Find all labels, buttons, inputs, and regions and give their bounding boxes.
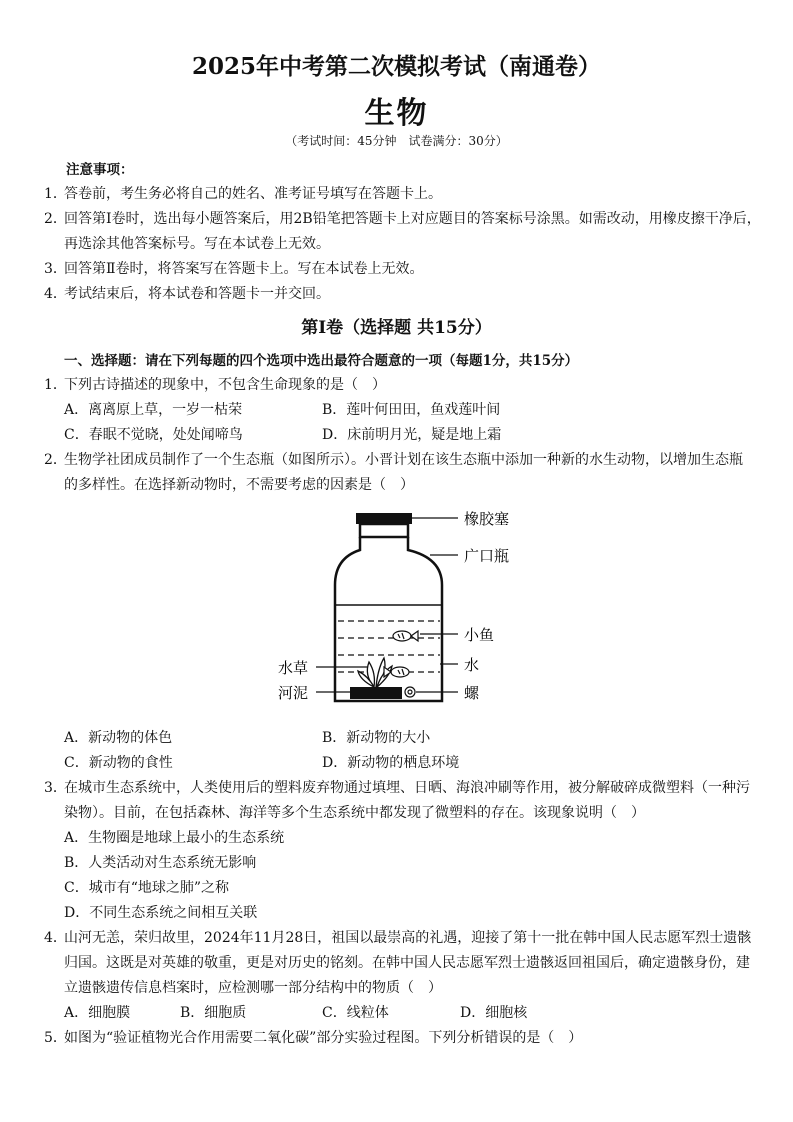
option-a: A．生物圈是地球上最小的生态系统 <box>64 830 285 846</box>
option-c: C．新动物的食性 <box>64 755 173 771</box>
option-a: A．细胞膜 <box>64 1005 131 1021</box>
snail-icon <box>405 687 415 697</box>
option-b: B．人类活动对生态系统无影响 <box>64 855 257 871</box>
question-text: 山河无恙，荣归故里，2024年11月28日，祖国以最崇高的礼遇，迎接了第十一批在韩中国人民志愿军烈士遗骸 <box>64 930 752 946</box>
note-text: 答卷前，考生务必将自己的姓名、准考证号填写在答题卡上。 <box>64 186 442 202</box>
option-d: D．细胞核 <box>460 1005 528 1021</box>
option-a: A．新动物的体色 <box>64 730 173 746</box>
label-water-weed: 水草 <box>278 659 309 677</box>
question-text: 在城市生态系统中，人类使用后的塑料废弃物通过填埋、日晒、海浪冲刷等作用，被分解破碎成微塑料（一种污 <box>64 780 750 796</box>
rubber-stopper <box>356 513 412 524</box>
note-number: 4． <box>44 286 67 302</box>
notes-heading: 注意事项： <box>66 162 134 178</box>
label-small-fish: 小鱼 <box>464 626 495 644</box>
subject-title: 生物 <box>364 96 429 131</box>
note-text: 考试结束后，将本试卷和答题卡一并交回。 <box>64 286 330 302</box>
label-rubber-stopper: 橡胶塞 <box>464 510 510 528</box>
question-text: 归国。这既是对英雄的敬重，更是对历史的铭刻。在韩中国人民志愿军烈士遗骸返回祖国后，确定遗骸身份，建 <box>64 955 750 971</box>
question-text: 下列古诗描述的现象中，不包含生命现象的是（ ） <box>64 377 386 393</box>
small-fish-icon <box>393 631 418 641</box>
section-title: 第Ⅰ卷（选择题 共15分） <box>301 318 492 338</box>
river-mud <box>350 687 402 699</box>
note-text: 再选涂其他答案标号。写在本试卷上无效。 <box>64 236 330 252</box>
question-text: 的多样性。在选择新动物时，不需要考虑的因素是（ ） <box>64 477 414 493</box>
question-number: 3． <box>44 780 67 796</box>
exam-meta: （考试时间：45分钟 试卷满分：30分） <box>285 134 508 148</box>
jar-outline <box>335 537 442 701</box>
question-number: 4． <box>44 930 67 946</box>
question-number: 2． <box>44 452 67 468</box>
note-text: 回答第Ⅱ卷时，将答案写在答题卡上。写在本试卷上无效。 <box>64 261 424 277</box>
question-text: 如图为“验证植物光合作用需要二氧化碳”部分实验过程图。下列分析错误的是（ ） <box>64 1030 583 1046</box>
note-number: 2． <box>44 211 67 227</box>
option-b: B．新动物的大小 <box>322 730 431 746</box>
label-water: 水 <box>464 656 480 674</box>
question-text: 染物）。目前，在包括森林、海洋等多个生态系统中都发现了微塑料的存在。该现象说明（ ） <box>64 805 645 821</box>
ecosystem-bottle-figure <box>270 500 530 715</box>
part-heading: 一、选择题：请在下列每题的四个选项中选出最符合题意的一项（每题1分，共15分） <box>64 353 579 369</box>
note-number: 3． <box>44 261 67 277</box>
option-c: C．线粒体 <box>322 1005 389 1021</box>
question-text: 生物学社团成员制作了一个生态瓶（如图所示）。小晋计划在该生态瓶中添加一种新的水生动物，以增加生态瓶 <box>64 452 743 468</box>
option-b: B．细胞质 <box>180 1005 247 1021</box>
label-wide-jar: 广口瓶 <box>464 547 510 565</box>
question-number: 5． <box>44 1030 67 1046</box>
exam-title: 2025年中考第二次模拟考试（南通卷） <box>191 53 601 80</box>
option-b: B．莲叶何田田，鱼戏莲叶间 <box>322 402 501 418</box>
label-river-mud: 河泥 <box>278 684 309 702</box>
option-d: D．床前明月光，疑是地上霜 <box>322 427 502 443</box>
question-number: 1． <box>44 377 67 393</box>
note-number: 1． <box>44 186 67 202</box>
option-d: D．不同生态系统之间相互关联 <box>64 905 258 921</box>
option-c: C．春眠不觉晓，处处闻啼鸟 <box>64 427 243 443</box>
option-c: C．城市有“地球之肺”之称 <box>64 880 230 896</box>
question-text: 立遗骸遗传信息档案时，应检测哪一部分结构中的物质（ ） <box>64 980 442 996</box>
note-text: 回答第Ⅰ卷时，选出每小题答案后，用2B铅笔把答题卡上对应题目的答案标号涂黑。如需改动，用橡皮擦干净后， <box>64 211 761 227</box>
option-d: D．新动物的栖息环境 <box>322 755 460 771</box>
label-snail: 螺 <box>464 684 480 702</box>
option-a: A．离离原上草，一岁一枯荣 <box>64 402 243 418</box>
